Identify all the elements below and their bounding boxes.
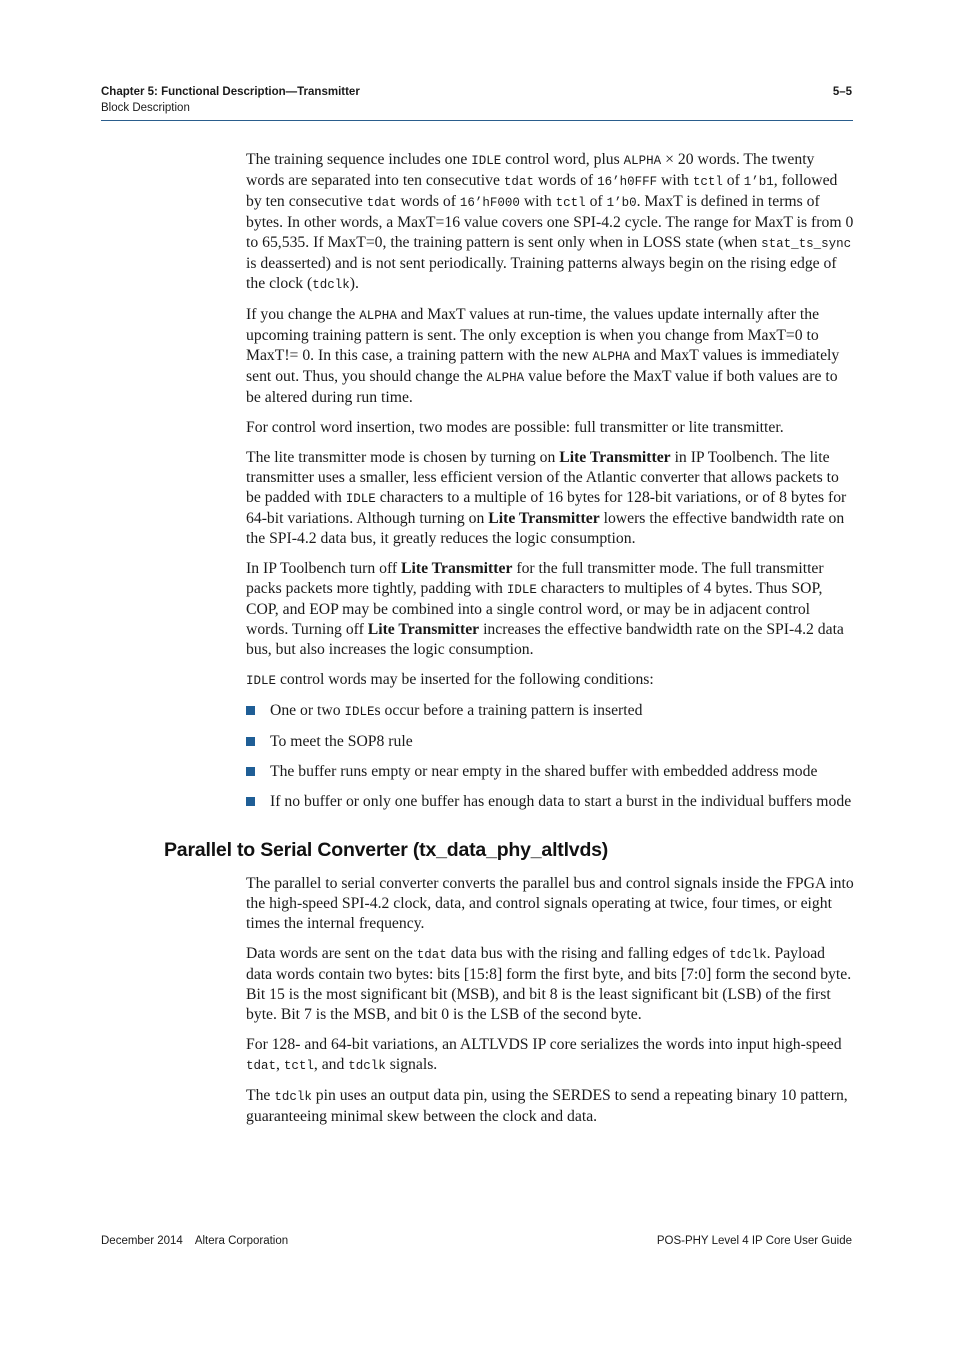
text: , bbox=[276, 1056, 284, 1073]
text: The bbox=[246, 1087, 275, 1104]
list-item bbox=[246, 762, 854, 782]
footer-date: December 2014 bbox=[101, 1235, 183, 1247]
code-idle: IDLE bbox=[246, 674, 277, 688]
list-item bbox=[246, 732, 854, 752]
code-idle: IDLE bbox=[506, 583, 537, 597]
text: words of bbox=[396, 193, 460, 210]
code-value: 1’b1 bbox=[743, 175, 774, 189]
text: words of bbox=[533, 172, 598, 189]
body-content bbox=[164, 150, 854, 1137]
code-tctl: tctl bbox=[555, 196, 586, 210]
conditions-list bbox=[246, 701, 854, 812]
text: is deasserted) and is not sent periodically. Training patterns always begin on the rising edge of the clock ( bbox=[246, 255, 837, 292]
text: of bbox=[722, 172, 744, 189]
text: characters to a multiple of 16 bytes for 128-bit variations, or of 8 bytes for 64-bit variations. Although turning on bbox=[246, 489, 847, 527]
code-tdclk: tdclk bbox=[312, 278, 350, 292]
paragraph-full-transmitter bbox=[246, 559, 854, 660]
code-idle: IDLE bbox=[345, 492, 376, 506]
code-alpha: ALPHA bbox=[623, 154, 662, 168]
ui-term-lite-transmitter: Lite Transmitter bbox=[488, 510, 600, 527]
text: pin uses an output data pin, using the SERDES to send a repeating binary 10 pattern, guaranteeing minimal skew between the clock and data. bbox=[246, 1087, 848, 1125]
code-tdat: tdat bbox=[246, 1059, 277, 1073]
footer-company: Altera Corporation bbox=[194, 1235, 289, 1247]
code-alpha: ALPHA bbox=[359, 309, 397, 323]
ui-term-lite-transmitter: Lite Transmitter bbox=[401, 560, 513, 577]
bullet-square-icon bbox=[246, 767, 255, 776]
ui-term-lite-transmitter: Lite Transmitter bbox=[559, 449, 671, 466]
text: If no buffer or only one buffer has enough data to start a burst in the individual buffers mode bbox=[270, 793, 852, 810]
paragraph-tdclk-pin bbox=[246, 1086, 854, 1127]
list-item bbox=[246, 792, 854, 812]
bullet-square-icon bbox=[246, 706, 255, 715]
text: s occur before a training pattern is inserted bbox=[374, 702, 643, 719]
paragraph-lite-transmitter bbox=[246, 448, 854, 549]
code-value: 16’h0FFF bbox=[597, 175, 658, 189]
paragraph-training-sequence bbox=[246, 150, 854, 295]
text: , and bbox=[313, 1056, 349, 1073]
text: with bbox=[657, 172, 693, 189]
code-idle: IDLE bbox=[471, 154, 502, 168]
footer-left bbox=[101, 1235, 288, 1247]
text: and MaxT values is immediately sent out. Thus, you should change the bbox=[246, 347, 840, 385]
text: data bus with the rising and falling edges of bbox=[446, 945, 730, 962]
code-idle: IDLE bbox=[344, 705, 375, 719]
code-tdclk: tdclk bbox=[274, 1090, 312, 1104]
text: The buffer runs empty or near empty in the shared buffer with embedded address mode bbox=[270, 763, 818, 780]
bullet-square-icon bbox=[246, 797, 255, 806]
code-value: 1’b0 bbox=[606, 196, 637, 210]
code-alpha: ALPHA bbox=[592, 350, 630, 364]
text: for the full transmitter mode. The full transmitter packs packets more tightly, padding with bbox=[246, 560, 824, 597]
list-item bbox=[246, 701, 854, 722]
paragraph-altlvds bbox=[246, 1035, 854, 1076]
text: ). bbox=[349, 275, 359, 292]
text: To meet the SOP8 rule bbox=[270, 733, 413, 750]
text: control word, plus bbox=[501, 151, 624, 168]
code-tdat: tdat bbox=[366, 196, 397, 210]
paragraph-control-word-modes: For control word insertion, two modes are possible: full transmitter or lite transmitter. bbox=[246, 419, 784, 436]
text: value before the MaxT value if both values are to be altered during run time. bbox=[246, 368, 838, 406]
code-tdat: tdat bbox=[416, 948, 447, 962]
code-tctl: tctl bbox=[283, 1059, 314, 1073]
text: If you change the bbox=[246, 306, 360, 323]
section-title: Block Description bbox=[101, 102, 190, 114]
text: of bbox=[585, 193, 607, 210]
text: signals. bbox=[385, 1056, 438, 1073]
code-tctl: tctl bbox=[692, 175, 723, 189]
chapter-title: Chapter 5: Functional Description—Transmitter bbox=[101, 86, 360, 98]
text: in IP Toolbench. The lite transmitter uses a smaller, less efficient version of the Atlantic converter that allows packets to be padded with bbox=[246, 449, 839, 506]
section-heading: Parallel to Serial Converter (tx_data_phy_altlvds) bbox=[164, 839, 609, 861]
code-stat-ts-sync: stat_ts_sync bbox=[761, 237, 852, 251]
text: For 128- and 64-bit variations, an ALTLVDS IP core serializes the words into input high-speed bbox=[246, 1036, 842, 1053]
code-tdclk: tdclk bbox=[348, 1059, 386, 1073]
text: increases the effective bandwidth rate on the SPI-4.2 data bus, but also increases the logic consumption. bbox=[246, 621, 844, 658]
code-value: 16’hF000 bbox=[459, 196, 520, 210]
paragraph-idle-conditions bbox=[246, 670, 854, 691]
text: The lite transmitter mode is chosen by turning on bbox=[246, 449, 560, 466]
paragraph-data-words bbox=[246, 944, 854, 1025]
text: One or two bbox=[270, 702, 345, 719]
text: × 20 words. The twenty words are separated into ten consecutive bbox=[246, 151, 815, 189]
paragraph-serializer-intro: The parallel to serial converter converts the parallel bus and control signals inside the FPGA into the high-speed SPI-4.2 clock, data, and control signals operating at twice, four times, or eight times the internal frequency. bbox=[246, 875, 854, 932]
paragraph-alpha-maxt bbox=[246, 305, 854, 408]
text: Data words are sent on the bbox=[246, 945, 417, 962]
text: . MaxT is defined in terms of bytes. In other words, a MaxT=16 value covers one SPI-4.2 cycle. The range for MaxT is from 0 to 65,535. If MaxT=0, the training pattern is sent only when in LOSS state (when bbox=[246, 193, 854, 251]
code-tdclk: tdclk bbox=[729, 948, 767, 962]
ui-term-lite-transmitter: Lite Transmitter bbox=[367, 621, 480, 638]
text: control words may be inserted for the following conditions: bbox=[276, 671, 654, 688]
text: In IP Toolbench turn off bbox=[246, 560, 402, 577]
header-rule bbox=[101, 120, 853, 121]
text: . Payload data words contain two bytes: bits [15:8] form the first byte, and bits [7:0] form the second byte. Bit 15 is the most significant bit (MSB), and bit 8 is the least significant bit (LSB) of the first byte. Bit 7 is the MSB, and bit 0 is the LSB of the second byte. bbox=[246, 945, 852, 1023]
text: , followed by ten consecutive bbox=[246, 172, 838, 210]
text: characters to multiples of 4 bytes. Thus SOP, COP, and EOP may be combined into a single control word, or may be in adjacent control words. Turning off bbox=[246, 580, 823, 638]
text: and MaxT values at run-time, the values update internally after the upcoming training pattern is sent. The only exception is when you change from MaxT=0 to MaxT!= 0. In this case, a training pattern with the new bbox=[246, 306, 820, 364]
page-number: 5–5 bbox=[832, 86, 852, 98]
footer-guide-title: POS-PHY Level 4 IP Core User Guide bbox=[656, 1235, 852, 1247]
bullet-square-icon bbox=[246, 737, 255, 746]
code-tdat: tdat bbox=[503, 175, 534, 189]
code-alpha: ALPHA bbox=[486, 371, 525, 385]
text: The training sequence includes one bbox=[246, 151, 472, 168]
text: with bbox=[519, 193, 556, 210]
running-header bbox=[101, 84, 360, 116]
text: lowers the effective bandwidth rate on the SPI-4.2 data bus, it greatly reduces the logic consumption. bbox=[246, 510, 845, 547]
